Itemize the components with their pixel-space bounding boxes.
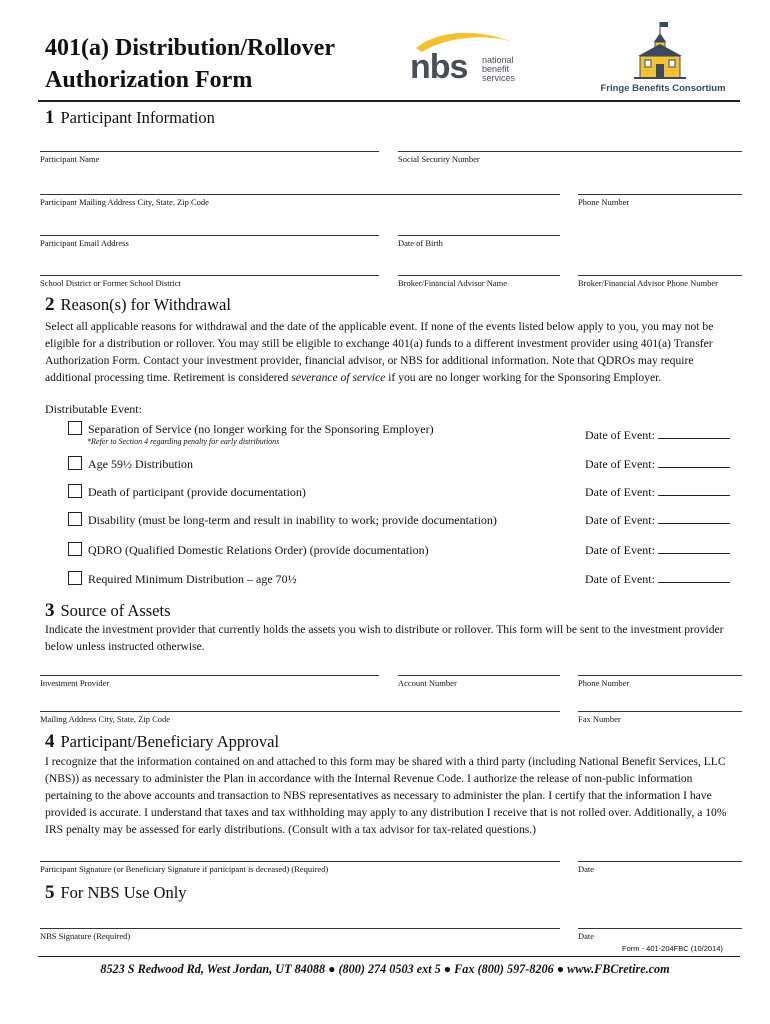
event-row-disability: [68, 512, 497, 528]
date-of-event-label: Date of Event:: [585, 457, 655, 471]
nbs-logo-line1: national: [482, 55, 514, 65]
provider-phone-field[interactable]: [578, 675, 742, 688]
fbc-logo-caption: Fringe Benefits Consortium: [600, 83, 726, 94]
advisor-name-label: Broker/Financial Advisor Name: [398, 278, 508, 288]
age-label: Age 59½ Distribution: [88, 457, 193, 471]
section3-number: 3: [45, 600, 55, 621]
event-row-rmd: [68, 571, 297, 587]
investment-provider-field[interactable]: [40, 675, 379, 688]
provider-mailing-field[interactable]: [40, 711, 560, 724]
rmd-checkbox[interactable]: [68, 571, 82, 585]
event-row-qdro: [68, 542, 429, 558]
section3-paragraph: Indicate the investment provider that currently holds the assets you wish to distribute or rollover. This form will be sent to the investment provider below unless instructed otherwise.: [45, 623, 724, 653]
disability-checkbox[interactable]: [68, 512, 82, 526]
participant-signature-label: Participant Signature (or Beneficiary Signature if participant is deceased) (Required): [40, 864, 329, 874]
date-of-event-rmd[interactable]: [585, 572, 730, 587]
ssn-label: Social Security Number: [398, 154, 480, 164]
provider-phone-label: Phone Number: [578, 678, 630, 688]
nbs-logo-line3: services: [482, 73, 516, 83]
participant-signature-date-label: Date: [578, 864, 595, 874]
section3-heading: [45, 600, 171, 622]
school-district-field[interactable]: [40, 275, 379, 288]
section2-para-part1: Select all applicable reasons for withdrawal and the date of the applicable event. If none of the events listed below apply to you, you may not be eligible for a distribution or rollover. You may still be eligible to exchange 401(a) funds to a different investment provider using 401(a) Transfer Authorization Form. Contact your investment provider, financial advisor, or NBS for additional information. Note that QDROs may require additional processing time. Retirement is considered: [45, 320, 714, 384]
footer-divider: [38, 956, 740, 957]
nbs-logo-line2: benefit: [482, 64, 510, 74]
section2-para-part2: if you are no longer working for the Sponsoring Employer.: [385, 371, 662, 384]
participant-email-field[interactable]: [40, 235, 379, 248]
rmd-label: Required Minimum Distribution – age 70½: [88, 572, 297, 586]
schoolhouse-icon: [598, 20, 728, 82]
death-label: Death of participant (provide documentation): [88, 485, 306, 499]
provider-fax-label: Fax Number: [578, 714, 621, 724]
date-of-event-blank[interactable]: [658, 485, 730, 496]
event-row-separation: [68, 421, 434, 446]
participant-mailing-label: Participant Mailing Address City, State, Zip Code: [40, 197, 209, 207]
date-of-event-disability[interactable]: [585, 513, 730, 528]
section4-number: 4: [45, 731, 55, 752]
section2-heading: [45, 294, 231, 316]
event-row-age: [68, 456, 193, 472]
header-divider: [38, 100, 740, 102]
qdro-checkbox[interactable]: [68, 542, 82, 556]
dob-label: Date of Birth: [398, 238, 443, 248]
participant-signature-date-field[interactable]: [578, 861, 742, 874]
nbs-signature-field[interactable]: [40, 928, 560, 941]
section2-paragraph: [45, 318, 740, 386]
form-title-line1: 401(a) Distribution/Rollover: [45, 35, 335, 61]
section4-heading: [45, 731, 279, 753]
advisor-name-field[interactable]: [398, 275, 560, 288]
separation-note: *Refer to Section 4 regarding penalty for early distributions: [87, 437, 280, 446]
dob-field[interactable]: [398, 235, 560, 248]
investment-provider-label: Investment Provider: [40, 678, 110, 688]
separation-checkbox[interactable]: [68, 421, 82, 435]
participant-mailing-field[interactable]: [40, 194, 560, 207]
date-of-event-separation[interactable]: [585, 428, 730, 443]
form-title: [45, 32, 335, 96]
section5-heading: [45, 882, 187, 904]
date-of-event-age[interactable]: [585, 457, 730, 472]
date-of-event-blank[interactable]: [658, 572, 730, 583]
section4-title: Participant/Beneficiary Approval: [60, 732, 280, 751]
provider-mailing-label: Mailing Address City, State, Zip Code: [40, 714, 171, 724]
participant-phone-label: Phone Number: [578, 197, 630, 207]
date-of-event-label: Date of Event:: [585, 485, 655, 499]
nbs-logo: [408, 26, 528, 94]
date-of-event-label: Date of Event:: [585, 428, 655, 442]
date-of-event-blank[interactable]: [658, 428, 730, 439]
date-of-event-blank[interactable]: [658, 513, 730, 524]
nbs-signature-date-label: Date: [578, 931, 595, 941]
date-of-event-blank[interactable]: [658, 457, 730, 468]
section5-title: For NBS Use Only: [60, 883, 187, 902]
separation-label: Separation of Service (no longer working for the Sponsoring Employer): [88, 422, 434, 436]
distributable-event-label: Distributable Event:: [45, 402, 142, 416]
date-of-event-death[interactable]: [585, 485, 730, 500]
participant-email-label: Participant Email Address: [40, 238, 129, 248]
section5-number: 5: [45, 882, 55, 903]
section2-title: Reason(s) for Withdrawal: [60, 295, 231, 314]
date-of-event-qdro[interactable]: [585, 543, 730, 558]
participant-name-field[interactable]: [40, 151, 379, 164]
date-of-event-label: Date of Event:: [585, 572, 655, 586]
section1-heading: [45, 107, 215, 129]
account-number-field[interactable]: [398, 675, 560, 688]
account-number-label: Account Number: [398, 678, 457, 688]
advisor-phone-label: Broker/Financial Advisor Phone Number: [578, 278, 718, 288]
date-of-event-label: Date of Event:: [585, 513, 655, 527]
qdro-label: QDRO (Qualified Domestic Relations Order) (provide documentation): [88, 543, 429, 557]
event-row-death: [68, 484, 306, 500]
section2-para-italic: severance of service: [291, 371, 386, 384]
section1-number: 1: [45, 107, 55, 128]
advisor-phone-field[interactable]: [578, 275, 742, 288]
form-number: Form - 401-204FBC (10/2014): [622, 944, 723, 953]
section1-title: Participant Information: [60, 108, 215, 127]
date-of-event-blank[interactable]: [658, 543, 730, 554]
date-of-event-label: Date of Event:: [585, 543, 655, 557]
participant-phone-field[interactable]: [578, 194, 742, 207]
section2-number: 2: [45, 294, 55, 315]
section4-paragraph: I recognize that the information contained on and attached to this form may be shared with a third party (including National Benefit Services, LLC (NBS)) as necessary to administer the Plan in accordance with the Internal Revenue Code. I authorize the release of non-public information pertaining to the above accounts and transaction to NBS representatives as necessary to administer the plan. I certify that the information I have provided is accurate. I understand that taxes and tax withholding may apply to any distribution I receive that is not rolled over. Additionally, a 10% IRS penalty may be assessed for early distributions. (Consult with a tax advisor for tax-related questions.): [45, 755, 727, 836]
nbs-signature-date-field[interactable]: [578, 928, 742, 941]
disability-label: Disability (must be long-term and result in inability to work; provide documentation): [88, 513, 497, 527]
nbs-logo-mark: nbs: [410, 48, 468, 86]
participant-signature-field[interactable]: [40, 861, 560, 874]
footer-address: 8523 S Redwood Rd, West Jordan, UT 84088 ● (800) 274 0503 ext 5 ● Fax (800) 597-8206 ● www.FBCretire.com: [100, 962, 670, 976]
provider-fax-field[interactable]: [578, 711, 742, 724]
death-checkbox[interactable]: [68, 484, 82, 498]
school-district-label: School District or Former School District: [40, 278, 181, 288]
participant-name-label: Participant Name: [40, 154, 100, 164]
form-title-line2: Authorization Form: [45, 67, 253, 93]
ssn-field[interactable]: [398, 151, 742, 164]
nbs-signature-label: NBS Signature (Required): [40, 931, 131, 941]
age-checkbox[interactable]: [68, 456, 82, 470]
section3-title: Source of Assets: [60, 601, 171, 620]
fbc-logo: [598, 20, 728, 98]
